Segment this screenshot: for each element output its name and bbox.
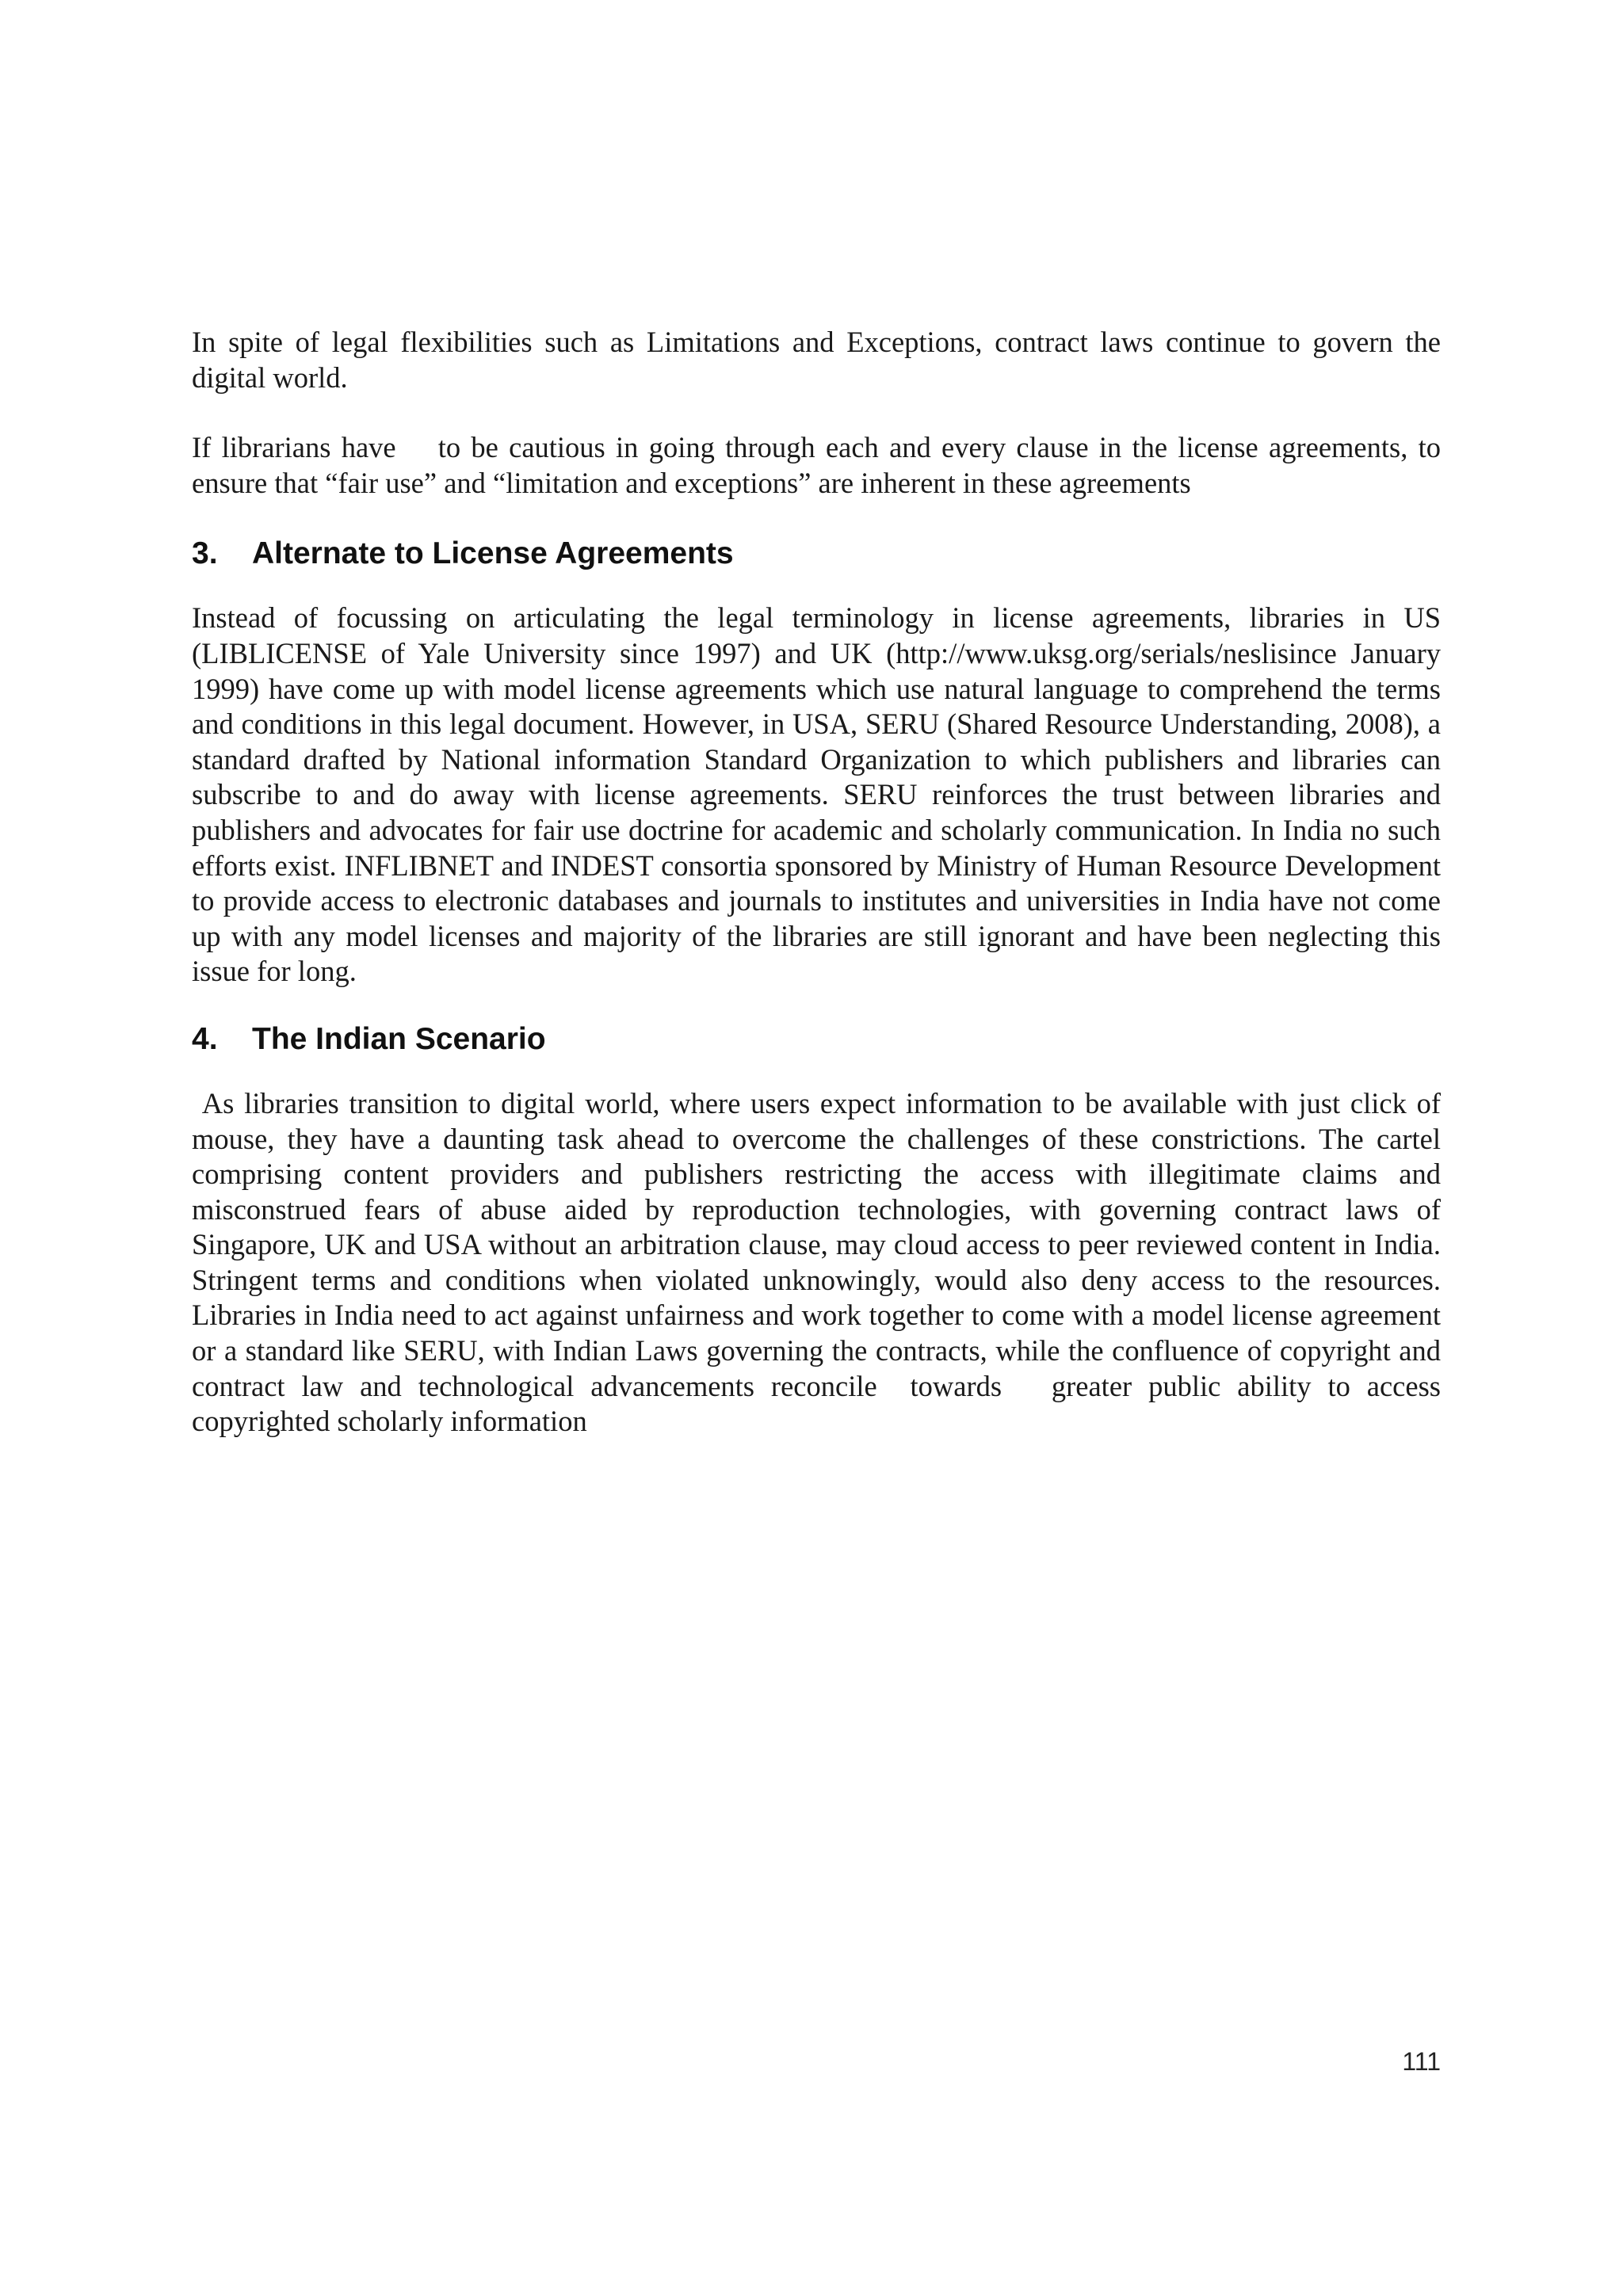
section-title: The Indian Scenario [252, 1021, 546, 1056]
page-number: 111 [1402, 2047, 1441, 2076]
page-content [192, 325, 1456, 1440]
paragraph-alternate-body: Instead of focussing on articulating the legal terminology in license agreements, libraries in US (LIBLICENSE of Yale University since 1997) and UK (http://www.uksg.org/serials/neslisince January 1999) have come up with model license agreements which use natural language to comprehend the terms and conditions in this legal document. However, in USA, SERU (Shared Resource Understanding, 2008), a standard drafted by National information Standard Organization to which publishers and libraries can subscribe to and do away with license agreements. SERU reinforces the trust between libraries and publishers and advocates for fair use doctrine for academic and scholarly communication. In India no such efforts exist. INFLIBNET and INDEST consortia sponsored by Ministry of Human Resource Development to provide access to electronic databases and journals to institutes and universities in India have not come up with any model licenses and majority of the libraries are still ignorant and have been neglecting this issue for long. [192, 601, 1441, 988]
section-number: 3. [192, 536, 218, 571]
section-heading-alternate [192, 536, 1441, 572]
paragraph-contract-laws: In spite of legal flexibilities such as Limitations and Exceptions, contract laws continue to govern the digital world. [192, 326, 1441, 394]
paragraph-librarians-caution: If librarians have to be cautious in going through each and every clause in the license agreements, to ensure that “fair use” and “limitation and exceptions” are inherent in these agreements [192, 431, 1449, 499]
paragraph-indian-scenario-body: As libraries transition to digital world, where users expect information to be available with just click of mouse, they have a daunting task ahead to overcome the challenges of these constrictions. The cartel comprising content providers and publishers restricting the access with illegitimate claims and misconstrued fears of abuse aided by reproduction technologies, with governing contract laws of Singapore, UK and USA without an arbitration clause, may cloud access to peer reviewed content in India. Stringent terms and conditions when violated unknowingly, would also deny access to the resources. Libraries in India need to act against unfairness and work together to come with a model license agreement or a standard like SERU, with Indian Laws governing the contracts, while the confluence of copyright and contract law and technological advancements reconcile towards greater public ability to access copyrighted scholarly information [192, 1086, 1456, 1438]
section-number: 4. [192, 1021, 218, 1056]
section-title: Alternate to License Agreements [252, 536, 734, 571]
section-heading-indian-scenario [192, 1021, 1441, 1058]
